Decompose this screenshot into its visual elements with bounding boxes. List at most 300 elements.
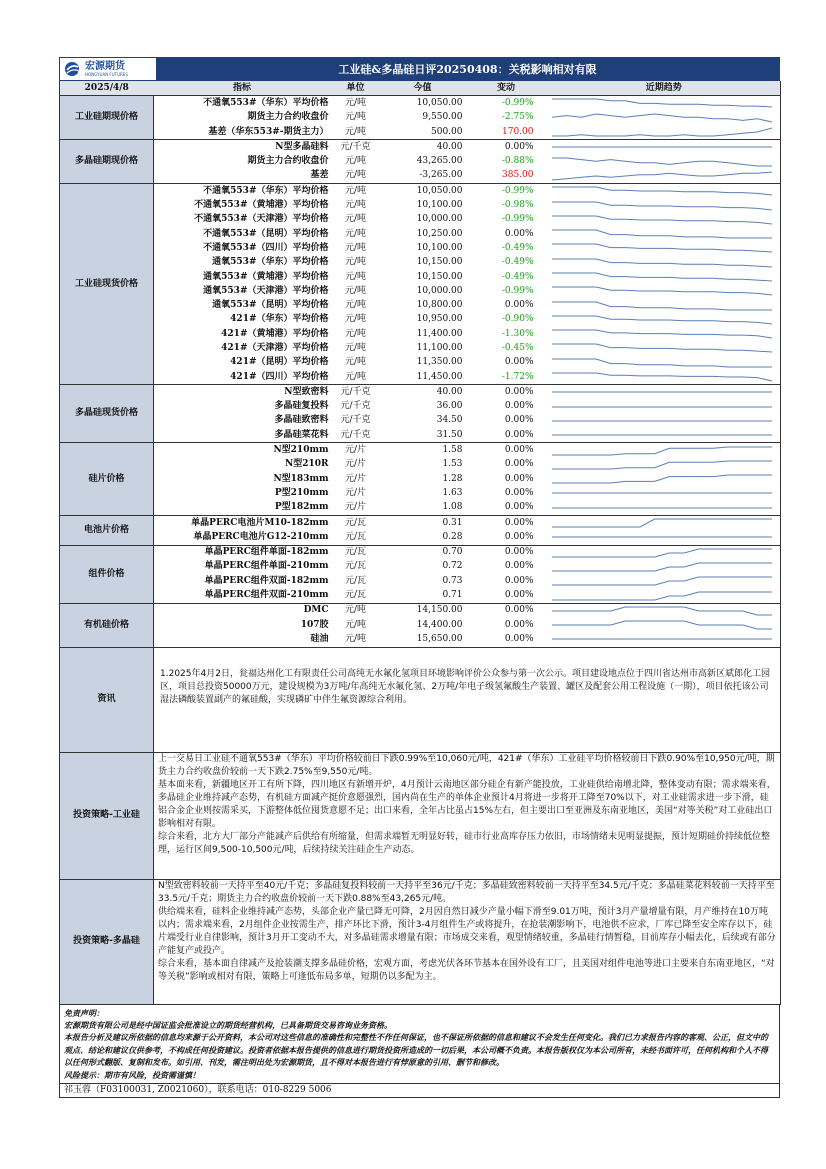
- sparkline: [548, 270, 776, 284]
- strategy-si-text: [154, 752, 781, 879]
- sparkline: [548, 604, 776, 618]
- sparkline: [548, 618, 776, 632]
- sparkline-line: [552, 607, 772, 615]
- trend-cell: [548, 327, 781, 341]
- news-text: 1.2025年4月2日，瓮福达州化工有限责任公司高纯无水氟化氢项目环境影响评价公众参与第一次公示。项目建设地点位于四川省达州市高新区斌郎化工园区，项目总投资50000万元，建设规模为3万吨/年高纯无水氟化氢、2万吨/年电子级氢氟酸生产装置、罐区及配套公用工程设施（一期），项目依托该公司湿法磷酸装置副产的氟硅酸，实现磷矿中伴生氟资源综合利用。: [154, 647, 781, 752]
- sparkline-line: [552, 475, 772, 483]
- unit-cell: 元/片: [331, 443, 381, 458]
- value-cell: 10,100.00: [416, 200, 463, 211]
- unit-cell: 元/吨: [344, 342, 367, 353]
- trend-cell: [548, 227, 781, 241]
- value-cell: 10,000.00: [416, 285, 463, 296]
- trend-cell: [548, 154, 781, 168]
- value-cell: 10,150.00: [416, 271, 463, 282]
- sparkline: [548, 241, 776, 255]
- sparkline: [548, 125, 776, 139]
- sparkline: [548, 184, 776, 198]
- strategy-poly-row: [60, 879, 781, 1004]
- sparkline-line: [552, 99, 772, 107]
- section-label: 硅片价格: [60, 443, 154, 515]
- unit-cell: 元/千克: [340, 401, 371, 412]
- strategy-si-label: 投资策略-工业硅: [60, 752, 154, 879]
- value-cell: 0.73: [442, 575, 463, 586]
- indicator-cell: 不通氧553#（华东）平均价格: [154, 96, 331, 111]
- sparkline-line: [552, 128, 772, 136]
- sparkline-line: [552, 373, 772, 381]
- sparkline-line: [552, 330, 772, 338]
- indicator-cell: 通氧553#（黄埔港）平均价格: [203, 271, 329, 282]
- value-cell: 0.72: [442, 561, 463, 572]
- change-cell: 0.00%: [465, 385, 548, 400]
- table-row: [60, 140, 781, 155]
- value-cell: 10,100.00: [416, 242, 463, 253]
- disclaimer-line-1: 宏源期货有限公司是经中国证监会批准设立的期货经营机构，已具备期货交易咨询业务资格。: [64, 1019, 392, 1030]
- change-cell: 170.00: [502, 126, 534, 137]
- disclaimer-title: 免责声明：: [64, 1007, 104, 1018]
- unit-cell: 元/吨: [331, 184, 381, 199]
- sparkline-line: [552, 302, 772, 310]
- unit-cell: 元/吨: [344, 633, 367, 644]
- indicator-cell: 不通氧553#（昆明）平均价格: [203, 228, 329, 239]
- trend-cell: [548, 298, 781, 312]
- table-row: [60, 472, 781, 486]
- report-sheet: [59, 57, 780, 1098]
- sparkline: [548, 155, 776, 169]
- change-cell: 0.00%: [504, 459, 534, 470]
- unit-cell: 元/吨: [344, 228, 367, 239]
- change-cell: -0.45%: [501, 342, 534, 353]
- sparkline: [548, 256, 776, 270]
- col-trend: 近期趋势: [548, 81, 781, 96]
- table-row: [60, 458, 781, 472]
- sparkline-line: [552, 621, 772, 629]
- indicator-cell: N型210R: [285, 459, 329, 470]
- logo-icon: [64, 61, 82, 77]
- change-cell: 0.00%: [465, 603, 548, 618]
- unit-cell: 元/千克: [331, 385, 381, 400]
- sparkline: [548, 199, 776, 213]
- sparkline-line: [552, 187, 772, 195]
- change-cell: 0.00%: [504, 619, 534, 630]
- unit-cell: 元/吨: [344, 214, 367, 225]
- table-row: [60, 530, 781, 545]
- strategy-poly-label: 投资策略-多晶硅: [60, 879, 154, 1004]
- value-cell: 40.00: [381, 140, 465, 155]
- unit-cell: 元/吨: [344, 126, 367, 137]
- value-cell: 10,950.00: [416, 314, 463, 325]
- sparkline-line: [552, 549, 772, 557]
- indicator-cell: 基差: [310, 170, 329, 181]
- trend-cell: [548, 96, 781, 111]
- unit-cell: 元/瓦: [344, 531, 367, 542]
- change-cell: -0.99%: [465, 184, 548, 199]
- news-row: [60, 647, 781, 752]
- indicator-cell: 期货主力合约收盘价: [247, 156, 329, 167]
- value-cell: 1.63: [442, 487, 463, 498]
- change-cell: 0.00%: [504, 531, 534, 542]
- sparkline-line: [552, 259, 772, 267]
- change-cell: 0.00%: [504, 415, 534, 426]
- change-cell: 385.00: [502, 170, 534, 181]
- trend-cell: [548, 530, 781, 545]
- unit-cell: 元/吨: [344, 112, 367, 123]
- section-label: 有机硅价格: [60, 603, 154, 647]
- indicator-cell: 421#（昆明）平均价格: [230, 357, 329, 368]
- indicator-cell: 不通氧553#（四川）平均价格: [203, 242, 329, 253]
- table-header-row: [60, 81, 781, 96]
- unit-cell: 元/瓦: [344, 561, 367, 572]
- change-cell: 0.00%: [504, 590, 534, 601]
- trend-cell: [548, 125, 781, 140]
- indicator-cell: 基差（华东553#-期货主力）: [208, 126, 329, 137]
- table-row: [60, 560, 781, 574]
- sparkline-line: [552, 359, 772, 367]
- trend-cell: [548, 618, 781, 632]
- indicator-cell: N型183mm: [273, 473, 329, 484]
- sparkline: [548, 400, 776, 414]
- change-cell: 0.00%: [504, 633, 534, 644]
- indicator-cell: 期货主力合约收盘价: [247, 112, 329, 123]
- indicator-cell: 通氧553#（昆明）平均价格: [212, 300, 329, 311]
- sparkline: [548, 96, 776, 110]
- indicator-cell: N型致密料: [154, 385, 331, 400]
- report-title: 工业硅&多晶硅日评20250408：关税影响相对有限: [156, 58, 779, 80]
- table-row: [60, 588, 781, 603]
- indicator-cell: 421#（华东）平均价格: [230, 314, 329, 325]
- sparkline: [548, 546, 776, 560]
- change-cell: -0.49%: [501, 271, 534, 282]
- strategy-si-row: [60, 752, 781, 879]
- value-cell: 1.28: [442, 473, 463, 484]
- trend-cell: [548, 370, 781, 385]
- unit-cell: 元/瓦: [331, 545, 381, 560]
- indicator-cell: 硅油: [310, 633, 329, 644]
- value-cell: 10,250.00: [416, 228, 463, 239]
- change-cell: 0.00%: [465, 545, 548, 560]
- trend-cell: [548, 443, 781, 458]
- sparkline-line: [552, 244, 772, 252]
- value-cell: 0.70: [381, 545, 465, 560]
- sparkline-line: [552, 563, 772, 571]
- trend-cell: [548, 414, 781, 428]
- trend-cell: [548, 270, 781, 284]
- table-row: [60, 169, 781, 184]
- indicator-cell: N型210mm: [154, 443, 331, 458]
- value-cell: -3,265.00: [419, 170, 463, 181]
- unit-cell: 元/吨: [331, 603, 381, 618]
- indicator-cell: 单晶PERC组件双面-182mm: [204, 575, 329, 586]
- unit-cell: 元/千克: [340, 429, 371, 440]
- change-cell: 0.00%: [504, 300, 534, 311]
- disclaimer: [59, 1005, 780, 1084]
- table-row: [60, 96, 781, 111]
- change-cell: -2.75%: [501, 112, 534, 123]
- brand-logo: [60, 59, 156, 79]
- trend-cell: [548, 472, 781, 486]
- sparkline: [548, 370, 776, 384]
- trend-cell: [548, 284, 781, 298]
- sparkline: [548, 574, 776, 588]
- value-cell: 9,550.00: [422, 112, 463, 123]
- value-cell: 14,150.00: [381, 603, 465, 618]
- sparkline: [548, 111, 776, 125]
- unit-cell: 元/瓦: [344, 590, 367, 601]
- change-cell: 0.00%: [504, 473, 534, 484]
- trend-cell: [548, 198, 781, 212]
- sparkline: [548, 169, 776, 183]
- change-cell: 0.00%: [504, 429, 534, 440]
- value-cell: 40.00: [381, 385, 465, 400]
- sparkline-line: [552, 216, 772, 224]
- indicator-cell: 不通氧553#（黄埔港）平均价格: [194, 200, 329, 211]
- sparkline-line: [552, 519, 772, 527]
- unit-cell: 元/吨: [344, 242, 367, 253]
- change-cell: 0.00%: [465, 443, 548, 458]
- unit-cell: 元/吨: [344, 328, 367, 339]
- strategy-si-p1: 上一交易日工业硅不通氧553#（华东）平均价格较前日下跌0.99%至10,060元/吨，421#（华东）工业硅平均价格较前日下跌0.90%至10,950元/吨，期货主力合约收盘价较前一天下跌2.75%至9,550元/吨。: [158, 753, 775, 777]
- unit-cell: 元/吨: [344, 156, 367, 167]
- unit-cell: 元/吨: [344, 371, 367, 382]
- price-table: [59, 81, 781, 1005]
- sparkline: [548, 444, 776, 458]
- value-cell: 1.53: [442, 459, 463, 470]
- sparkline: [548, 458, 776, 472]
- indicator-cell: 单晶PERC电池片G12-210mm: [193, 531, 329, 542]
- strategy-poly-p1: N型致密料较前一天持平至40元/千克；多晶硅复投料较前一天持平至36元/千克；多晶硅致密料较前一天持平至34.5元/千克；多晶硅菜花料较前一天持平至33.5元/千克；期货主力合约收盘价较前一天下跌0.88%至43,265元/吨。: [158, 880, 775, 904]
- sparkline-line: [552, 592, 772, 600]
- sparkline: [548, 486, 776, 500]
- sparkline-line: [552, 172, 772, 180]
- sparkline: [548, 501, 776, 515]
- indicator-cell: 不通氧553#（天津港）平均价格: [194, 214, 329, 225]
- sparkline-line: [552, 577, 772, 585]
- unit-cell: 元/片: [344, 502, 367, 513]
- strategy-poly-p2: 供给端来看，硅料企业维持减产态势，头部企业产量已降无可降，2月因自然日减少产量小幅下滑至9.01万吨，预计3月产量增量有限，月产维持在10万吨以内；需求端来看，2月组件企业按需生产，排产环比下滑，预计3-4月组件生产或将提升，在抢装潮影响下，电池供不应求，厂库已降至安全库存以下，硅片端受行业自律影响，预计3月开工变动不大，对多晶硅需求增量有限；市场成交来看，观望情绪较重，多晶硅行情暂稳，目前库存小幅去化，后续或有部分产能复产或投产。: [158, 906, 776, 956]
- trend-cell: [548, 603, 781, 618]
- sparkline: [548, 589, 776, 603]
- table-row: [60, 574, 781, 588]
- section-label: 电池片价格: [60, 515, 154, 545]
- indicator-cell: 通氧553#（天津港）平均价格: [203, 285, 329, 296]
- change-cell: 0.00%: [504, 487, 534, 498]
- col-date: 2025/4/8: [60, 81, 154, 96]
- table-row: [60, 111, 781, 125]
- value-cell: 500.00: [431, 126, 463, 137]
- indicator-cell: 单晶PERC组件单面-210mm: [204, 561, 329, 572]
- section-label: 组件价格: [60, 545, 154, 603]
- unit-cell: 元/吨: [344, 357, 367, 368]
- unit-cell: 元/吨: [344, 200, 367, 211]
- indicator-cell: 421#（四川）平均价格: [230, 371, 329, 382]
- table-body: [60, 96, 781, 647]
- table-row: [60, 501, 781, 516]
- change-cell: -1.72%: [501, 371, 534, 382]
- table-row: [60, 125, 781, 140]
- indicator-cell: DMC: [154, 603, 331, 618]
- indicator-cell: N型多晶硅料: [154, 140, 331, 155]
- trend-cell: [548, 501, 781, 516]
- trend-cell: [548, 486, 781, 500]
- strategy-poly-text: [154, 879, 781, 1004]
- sparkline: [548, 414, 776, 428]
- text-sections: [60, 647, 781, 1004]
- sparkline-line: [552, 447, 772, 455]
- sparkline: [548, 140, 776, 154]
- sparkline: [548, 356, 776, 370]
- unit-cell: 元/吨: [344, 170, 367, 181]
- sparkline: [548, 472, 776, 486]
- value-cell: 0.28: [442, 531, 463, 542]
- table-row: [60, 184, 781, 199]
- unit-cell: 元/千克: [331, 140, 381, 155]
- strategy-si-p3: 综合来看，北方大厂部分产能减产后供给有所缩量，但需求端暂无明显好转，硅市行业高库存压力依旧，市场情绪未见明显提振，预计短期硅价持续低位整理，运行区间9,500-10,500元/吨，后续持续关注硅企生产动态。: [158, 831, 771, 855]
- table-row: [60, 356, 781, 370]
- change-cell: 0.00%: [504, 401, 534, 412]
- value-cell: 31.50: [436, 429, 463, 440]
- trend-cell: [548, 256, 781, 270]
- sparkline: [548, 313, 776, 327]
- change-cell: -0.90%: [501, 314, 534, 325]
- strategy-poly-p3: 综合来看，基本面自律减产及抢装潮支撑多晶硅价格，宏观方面，考虑光伏各环节基本在国外设有工厂，且美国对组件电池等进口主要来自东南亚地区，“对等关税”影响或相对有限，策略上可逢低布局多单，短期仍以多配为主。: [158, 958, 775, 982]
- value-cell: 11,450.00: [416, 371, 463, 382]
- table-row: [60, 603, 781, 618]
- table-row: [60, 385, 781, 400]
- indicator-cell: 107胶: [300, 619, 329, 630]
- table-row: [60, 515, 781, 530]
- news-label: 资讯: [60, 647, 154, 752]
- value-cell: 10,000.00: [416, 214, 463, 225]
- unit-cell: 元/片: [344, 487, 367, 498]
- trend-cell: [548, 169, 781, 184]
- trend-cell: [548, 574, 781, 588]
- sparkline-line: [552, 202, 772, 210]
- change-cell: -0.99%: [501, 214, 534, 225]
- unit-cell: 元/吨: [344, 300, 367, 311]
- sparkline: [548, 632, 776, 646]
- trend-cell: [548, 428, 781, 443]
- table-row: [60, 486, 781, 500]
- unit-cell: 元/吨: [344, 257, 367, 268]
- value-cell: 1.58: [381, 443, 465, 458]
- table-row: [60, 414, 781, 428]
- table-row: [60, 198, 781, 212]
- unit-cell: 元/千克: [340, 415, 371, 426]
- trend-cell: [548, 385, 781, 400]
- value-cell: 34.50: [436, 415, 463, 426]
- value-cell: 11,100.00: [416, 342, 463, 353]
- unit-cell: 元/吨: [344, 285, 367, 296]
- table-row: [60, 270, 781, 284]
- change-cell: -0.49%: [501, 242, 534, 253]
- sparkline-line: [552, 461, 772, 469]
- change-cell: 0.00%: [504, 228, 534, 239]
- table-row: [60, 400, 781, 414]
- sparkline: [548, 560, 776, 574]
- table-row: [60, 341, 781, 355]
- value-cell: 10,050.00: [381, 96, 465, 111]
- table-row: [60, 545, 781, 560]
- change-cell: 0.00%: [504, 502, 534, 513]
- change-cell: -0.99%: [501, 285, 534, 296]
- unit-cell: 元/吨: [331, 96, 381, 111]
- trend-cell: [548, 588, 781, 603]
- value-cell: 10,150.00: [416, 257, 463, 268]
- value-cell: 1.08: [442, 502, 463, 513]
- indicator-cell: 通氧553#（华东）平均价格: [212, 257, 329, 268]
- disclaimer-risk: 风险提示：期市有风险，投资需谨慎！: [64, 1069, 200, 1080]
- table-row: [60, 327, 781, 341]
- trend-cell: [548, 632, 781, 647]
- value-cell: 10,800.00: [416, 300, 463, 311]
- section-label: 工业硅现货价格: [60, 184, 154, 385]
- sparkline-line: [552, 158, 772, 166]
- indicator-cell: P型210mm: [274, 487, 329, 498]
- sparkline: [548, 385, 776, 399]
- analyst-contact: 祁玉蓉（F03100031, Z0021060），联系电话：010-8229 5006: [59, 1084, 780, 1098]
- indicator-cell: 多晶硅复投料: [274, 401, 329, 412]
- report-header: [59, 57, 780, 81]
- unit-cell: 元/吨: [344, 271, 367, 282]
- table-row: [60, 284, 781, 298]
- indicator-cell: 不通氧553#（华东）平均价格: [154, 184, 331, 199]
- table-row: [60, 154, 781, 168]
- change-cell: -0.88%: [501, 156, 534, 167]
- logo-en-text: HONGYUAN FUTURES: [85, 72, 128, 77]
- section-label: 多晶硅期现价格: [60, 140, 154, 184]
- col-value: 今值: [381, 81, 465, 96]
- sparkline: [548, 213, 776, 227]
- trend-cell: [548, 400, 781, 414]
- value-cell: 0.31: [381, 515, 465, 530]
- indicator-cell: 单晶PERC电池片M10-182mm: [154, 515, 331, 530]
- change-cell: -0.49%: [501, 257, 534, 268]
- sparkline-line: [552, 114, 772, 122]
- sparkline-line: [552, 344, 772, 352]
- indicator-cell: 单晶PERC组件单面-182mm: [154, 545, 331, 560]
- change-cell: 0.00%: [504, 561, 534, 572]
- table-row: [60, 370, 781, 385]
- trend-cell: [548, 341, 781, 355]
- strategy-si-p2: 基本面来看，新疆地区开工有所下降，四川地区有新增开炉，4月预计云南地区部分硅企有新产能投放，工业硅供给南增北降，整体变动有限；需求端来看，多晶硅企业维持减产态势，有机硅方面减产挺价意愿强烈，国内尚在生产的单体企业预计4月将进一步将开工降至70%以下，对工业硅需求进一步下滑，硅铝合金企业则按需采买，下游整体低位囤货意愿不足；出口来看，全年占比虽占15%左右，但主要出口至亚洲及东南亚地区，美国“对等关税”对工业硅出口影响相对有限。: [158, 779, 776, 829]
- trend-cell: [548, 545, 781, 560]
- unit-cell: 元/瓦: [331, 515, 381, 530]
- table-row: [60, 298, 781, 312]
- value-cell: 43,265.00: [416, 156, 463, 167]
- indicator-cell: 421#（黄埔港）平均价格: [221, 328, 329, 339]
- value-cell: 14,400.00: [416, 619, 463, 630]
- trend-cell: [548, 140, 781, 155]
- trend-cell: [548, 184, 781, 199]
- indicator-cell: 单晶PERC组件双面-210mm: [204, 590, 329, 601]
- section-label: 多晶硅现货价格: [60, 385, 154, 443]
- unit-cell: 元/瓦: [344, 575, 367, 586]
- unit-cell: 元/吨: [344, 619, 367, 630]
- table-row: [60, 213, 781, 227]
- section-label: 工业硅期现价格: [60, 96, 154, 140]
- trend-cell: [548, 458, 781, 472]
- change-cell: -0.98%: [501, 200, 534, 211]
- indicator-cell: 421#（天津港）平均价格: [221, 342, 329, 353]
- change-cell: 0.00%: [465, 515, 548, 530]
- value-cell: 36.00: [436, 401, 463, 412]
- indicator-cell: 多晶硅菜花料: [274, 429, 329, 440]
- col-change: 变动: [465, 81, 548, 96]
- trend-cell: [548, 241, 781, 255]
- disclaimer-line-2: 本报告分析及建议所依据的信息均来源于公开资料，本公司对这些信息的准确性和完整性不作任何保证，也不保证所依据的信息和建议不会发生任何变化。我们已力求报告内容的客观、公正，但文中的观点、结论和建议仅供参考，不构成任何投资建议。投资者依据本报告提供的信息进行期货投资所造成的一切后果，本公司概不负责。本报告版权仅为本公司所有，未经书面许可，任何机构和个人不得以任何形式翻版、复制和发布。如引用、刊发，需注明出处为宏源期货，且不得对本报告进行有悖原意的引用、删节和修改。: [64, 1032, 768, 1068]
- logo-cn-text: 宏源期货: [85, 61, 125, 72]
- value-cell: 11,350.00: [416, 357, 463, 368]
- trend-cell: [548, 515, 781, 530]
